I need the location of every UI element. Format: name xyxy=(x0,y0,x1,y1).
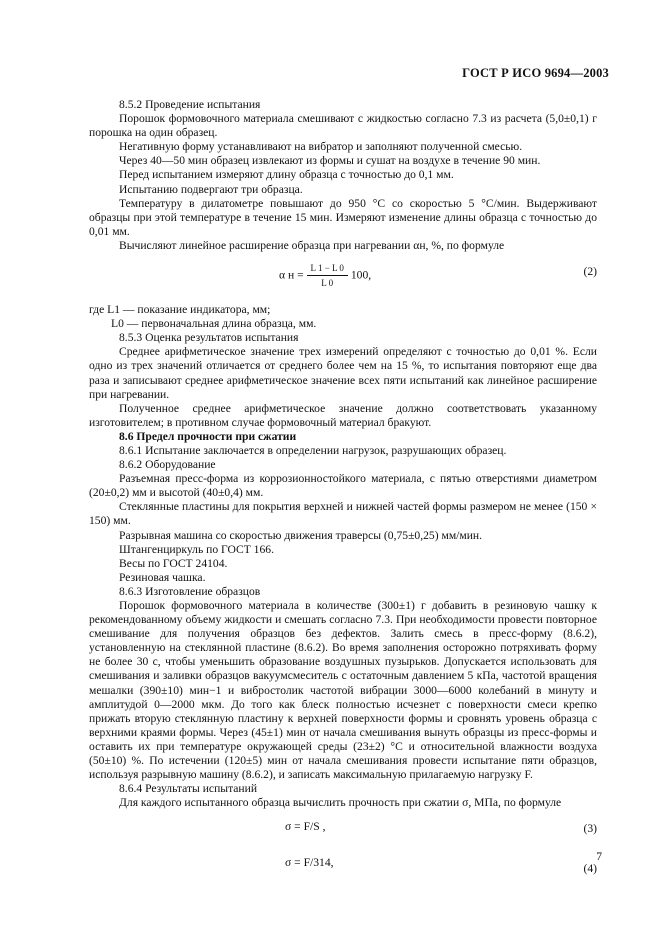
body-text xyxy=(89,98,597,900)
formula-number: (4) xyxy=(583,862,597,876)
standard-header: ГОСТ Р ИСО 9694—2003 xyxy=(462,66,609,80)
page-number: 7 xyxy=(596,850,602,863)
equipment-item: Стеклянные пластины для покрытия верхней и нижней частей формы размером не менее (150 × 150) мм. xyxy=(89,500,597,528)
definition-line: где L1 — показание индикатора, мм; xyxy=(89,303,271,317)
section-heading: 8.6.3 Изготовление образцов xyxy=(119,584,261,598)
section-heading: 8.5.2 Проведение испытания xyxy=(119,98,261,111)
formula-2 xyxy=(89,257,597,297)
paragraph: Через 40—50 мин образец извлекают из формы и сушат на воздухе в течение 90 мин. xyxy=(119,154,541,168)
paragraph: Испытанию подвергают три образца. xyxy=(119,182,303,196)
equipment-item: Резиновая чашка. xyxy=(119,570,206,584)
paragraph: Для каждого испытанного образца вычислить прочность при сжатии σ, МПа, по формуле xyxy=(119,796,562,810)
formula-3-expression: σ = F/S , xyxy=(285,820,326,834)
section-heading: 8.6.4 Результаты испытаний xyxy=(119,782,258,796)
paragraph: Порошок формовочного материала в количестве (300±1) г добавить в резиновую чашку к рекомендованному объему жидкости и смешать согласно 7.3. При необходимости провести повторное смешивание для получения образцов без дефектов. Залить смесь в пресс-форму (8.6.2), установленную на стеклянной пластине (8.6.2). Во время заполнения осторожно потряхивать форму не более 30 с, чтобы уменьшить образование воздушных пузырьков. Допускается использовать для смешивания и заливки образцов вакуумсмеситель с остаточным давлением 5 кПа, частотой вращения мешалки (390±10) мин−1 и вибростолик частотой вибрации 3000—6000 колебаний в минуту и амплитудой 0—2000 мкм. До того как блеск полностью исчезнет с поверхности смеси крепко прижать вторую стеклянную пластину к верхней поверхности формы и сровнять уровень образца с верхними краями формы. Через (45±1) мин от начала смешивания вынуть образцы из пресс-формы и оставить их при температуре окружающей среды (23±2) °С и относительной влажности воздуха (50±10) %. По истечении (120±5) мин от начала смешивания провести испытание пяти образцов, используя разрывную машину (8.6.2), и записать максимальную прилагаемую нагрузку F. xyxy=(89,599,597,782)
paragraph: Температуру в дилатометре повышают до 950 °С со скоростью 5 °С/мин. Выдерживают образцы при этой температуре в течение 15 мин. Измеряют изменение длины образца с точностью до 0,01 мм. xyxy=(89,196,597,238)
formula-rhs: 100, xyxy=(350,268,372,282)
paragraph: Полученное среднее арифметическое значение должно соответствовать указанному изготовителем; в противном случае формовочный материал бракуют. xyxy=(89,401,597,429)
paragraph: Среднее арифметическое значение трех измерений определяют с точностью до 0,01 %. Если одно из трех значений отличается от среднего более чем на 15 %, то испытания повторяют еще два раза и записывают среднее арифметическое значение всех пяти испытаний как линейное расширение при нагревании. xyxy=(89,345,597,401)
equipment-item: Разрывная машина со скоростью движения траверсы (0,75±0,25) мм/мин. xyxy=(119,528,483,542)
definition-line: L0 — первоначальная длина образца, мм. xyxy=(111,317,317,331)
section-heading: 8.5.3 Оценка результатов испытания xyxy=(119,331,299,345)
formula-number: (2) xyxy=(583,265,597,279)
fraction-numerator: L 1 − L 0 xyxy=(307,261,348,276)
paragraph: Порошок формовочного материала смешивают с жидкостью согласно 7.3 из расчета (5,0±0,1) г порошка на один образец. xyxy=(89,112,597,140)
fraction-denominator: L 0 xyxy=(321,278,334,289)
equipment-item: Разъемная пресс-форма из коррозионностойкого материала, с пятью отверстиями диаметром (20±0,2) мм и высотой (40±0,4) мм. xyxy=(89,472,597,500)
formula-number: (3) xyxy=(583,822,597,836)
section-heading: 8.6.2 Оборудование xyxy=(119,458,216,472)
equipment-item: Штангенциркуль по ГОСТ 166. xyxy=(119,542,274,556)
section-heading: 8.6 Предел прочности при сжатии xyxy=(119,429,297,443)
formula-fraction xyxy=(307,261,348,290)
equipment-item: Весы по ГОСТ 24104. xyxy=(119,556,228,570)
paragraph: Негативную форму устанавливают на вибратор и заполняют полученной смесью. xyxy=(119,140,523,154)
formula-lhs: α н = xyxy=(279,268,304,282)
paragraph: Перед испытанием измеряют длину образца с точностью до 0,1 мм. xyxy=(119,168,454,182)
paragraph: Вычисляют линейное расширение образца при нагревании αн, %, по формуле xyxy=(119,238,505,252)
formula-4 xyxy=(89,854,597,894)
paragraph: 8.6.1 Испытание заключается в определении нагрузок, разрушающих образец. xyxy=(119,443,507,457)
formula-3 xyxy=(89,814,597,848)
formula-4-expression: σ = F/314, xyxy=(285,856,334,870)
